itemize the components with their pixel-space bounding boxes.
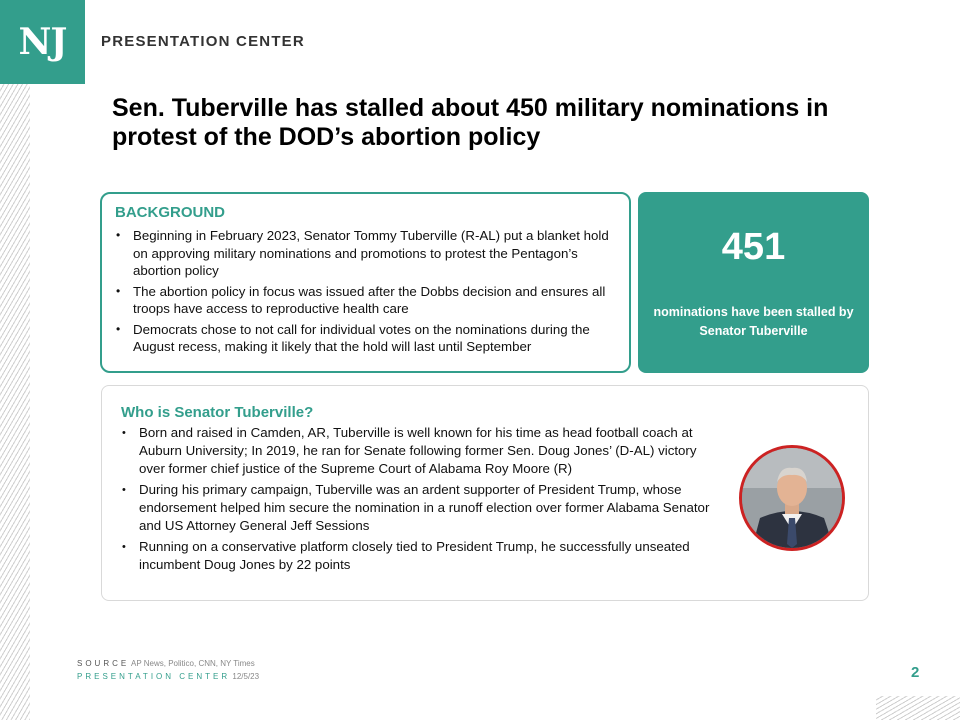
background-bullet: • Beginning in February 2023, Senator Tommy Tuberville (R-AL) put a blanket hold on approving military nominations and promotions to protest the Pentagon’s abortion policy — [115, 227, 617, 280]
header-title: PRESENTATION CENTER — [101, 33, 305, 50]
stat-number: 451 — [721, 226, 786, 268]
who-heading: Who is Senator Tuberville? — [121, 404, 314, 421]
nj-logo — [0, 0, 85, 84]
background-bullet-list — [115, 227, 617, 356]
footer-date: 12/5/23 — [232, 672, 260, 681]
senator-portrait — [739, 445, 845, 551]
page-number: 2 — [911, 664, 920, 681]
stat-callout — [638, 192, 869, 373]
who-bullet: • Running on a conservative platform closely tied to President Trump, he successfully unseated incumbent Doug Jones by 22 points — [121, 538, 721, 574]
background-box — [100, 192, 631, 373]
footer-source — [77, 659, 255, 668]
background-bullet: • The abortion policy in focus was issued after the Dobbs decision and ensures all troops have access to reproductive health care — [115, 283, 617, 318]
background-bullet: • Democrats chose to not call for individual votes on the nominations during the August recess, making it likely that the hold will last until September — [115, 321, 617, 356]
footer-presentation-center — [77, 672, 259, 681]
logo-text: NJ — [18, 21, 67, 63]
who-bullet-list — [121, 424, 721, 574]
center-label: PRESENTATION CENTER — [77, 672, 231, 681]
source-label: SOURCE — [77, 659, 130, 668]
decorative-hatch-left — [0, 84, 30, 720]
source-text: AP News, Politico, CNN, NY Times — [131, 659, 255, 668]
slide-title: Sen. Tuberville has stalled about 450 military nominations in protest of the DOD’s abortion policy — [112, 94, 829, 151]
background-heading: BACKGROUND — [115, 204, 225, 221]
who-bullet: • Born and raised in Camden, AR, Tuberville is well known for his time as head football coach at Auburn University; In 2019, he ran for Senate following former Sen. Doug Jones’ (D-AL) victory over former chief justice of the Supreme Court of Alabama Roy Moore (R) — [121, 424, 721, 478]
decorative-hatch-bottom-right — [876, 696, 960, 720]
stat-caption: nominations have been stalled by Senator Tuberville — [653, 305, 854, 338]
portrait-icon — [742, 448, 842, 548]
who-bullet: • During his primary campaign, Tuberville was an ardent supporter of President Trump, whose endorsement helped him secure the nomination in a runoff election over former Alabama Senator and US Attorney General Jeff Sessions — [121, 481, 721, 535]
